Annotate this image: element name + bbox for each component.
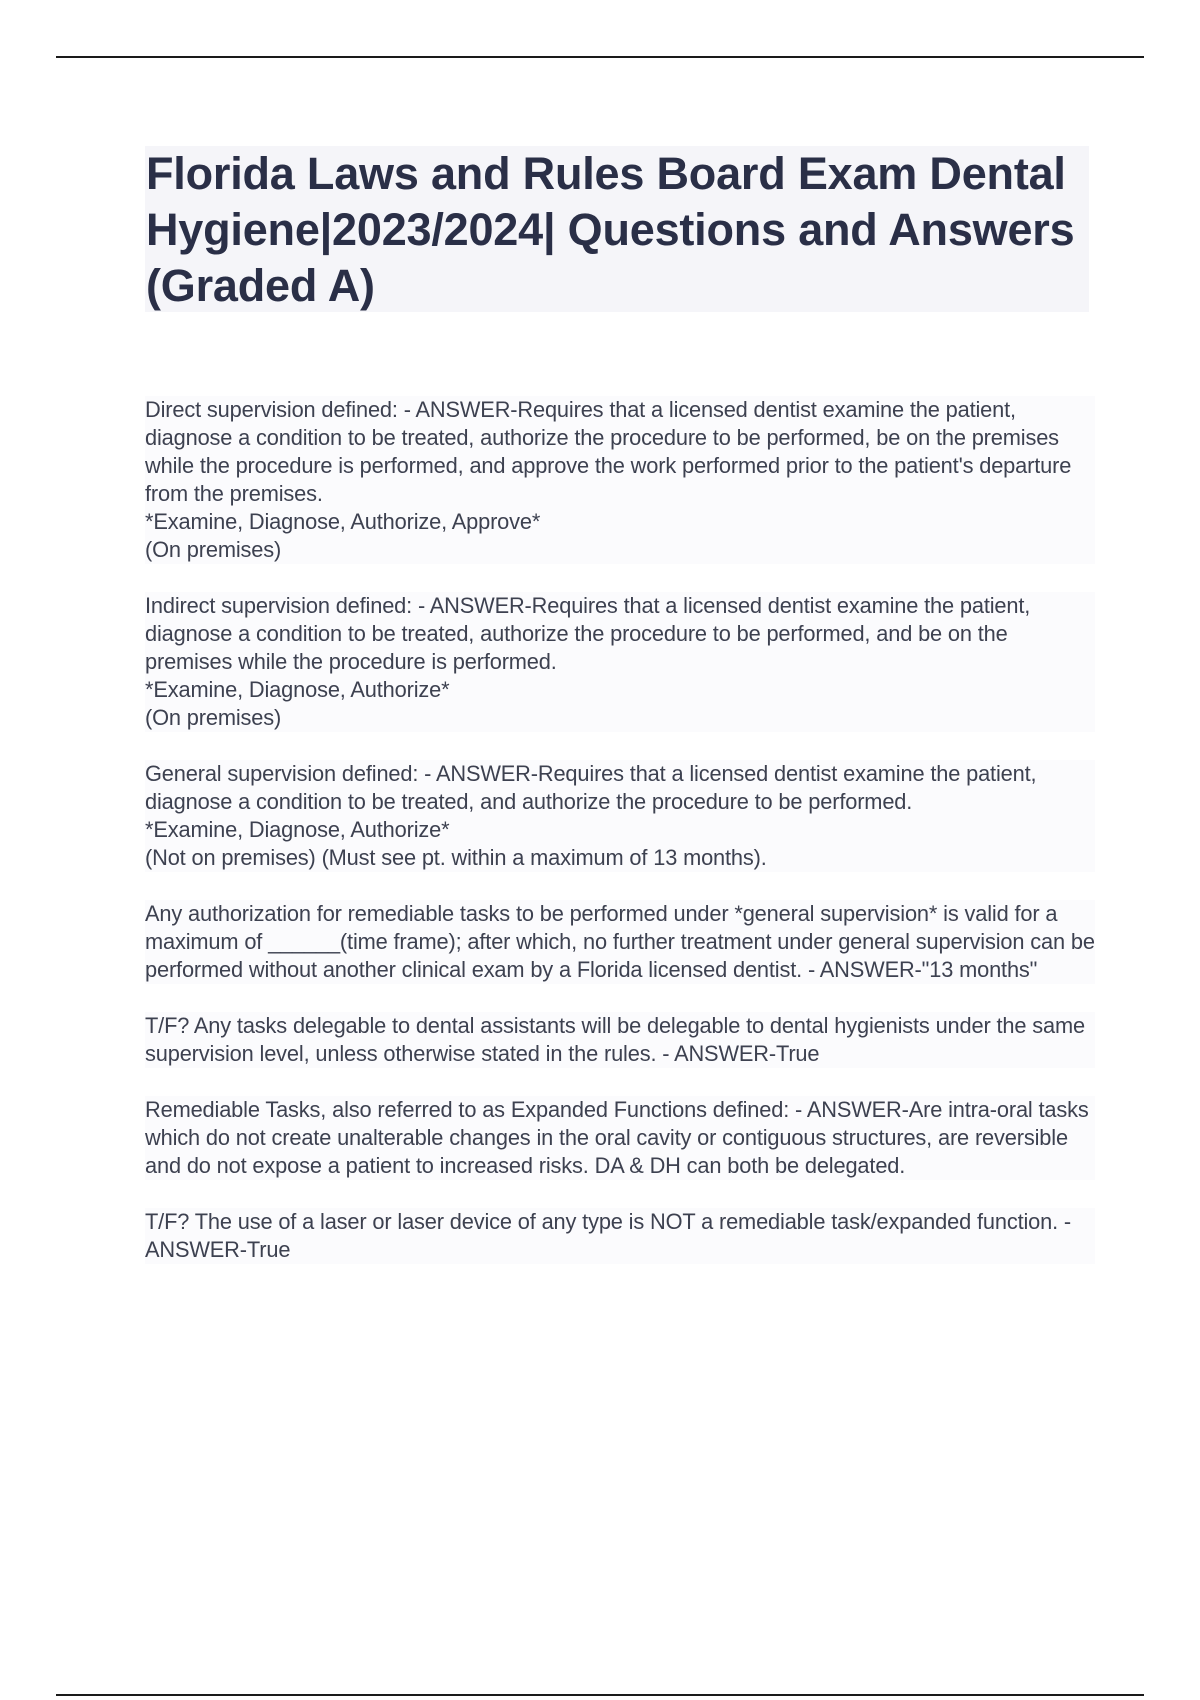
- header-rule: [56, 56, 1144, 58]
- qa-note: (Not on premises) (Must see pt. within a maximum of 13 months).: [145, 845, 767, 870]
- qa-note: (On premises): [145, 537, 282, 562]
- document-title: Florida Laws and Rules Board Exam Dental Hygiene|2023/2024| Questions and Answers (Graded A): [146, 148, 1075, 311]
- qa-list: [145, 396, 1095, 1292]
- footer-rule: [56, 1694, 1144, 1696]
- qa-mnemonic: *Examine, Diagnose, Authorize*: [145, 817, 450, 842]
- qa-item-remediable-tasks: [145, 1096, 1095, 1180]
- qa-text: General supervision defined: - ANSWER-Requires that a licensed dentist examine the patient, diagnose a condition to be treated, and authorize the procedure to be performed.: [145, 761, 1037, 814]
- qa-text: T/F? Any tasks delegable to dental assistants will be delegable to dental hygienists under the same supervision level, unless otherwise stated in the rules. - ANSWER-True: [145, 1013, 1085, 1066]
- qa-mnemonic: *Examine, Diagnose, Authorize*: [145, 677, 450, 702]
- qa-text: Any authorization for remediable tasks to be performed under *general supervision* is valid for a maximum of ______(time frame); after which, no further treatment under general supervision can be performed without another clinical exam by a Florida licensed dentist. - ANSWER-"13 months": [145, 901, 1095, 982]
- qa-item-authorization-time-frame: [145, 900, 1095, 984]
- qa-item-delegable-tasks: [145, 1012, 1095, 1068]
- title-block: [145, 146, 1089, 312]
- qa-item-direct-supervision: [145, 396, 1095, 564]
- qa-text: Remediable Tasks, also referred to as Expanded Functions defined: - ANSWER-Are intra-oral tasks which do not create unalterable changes in the oral cavity or contiguous structures, are reversible and do not expose a patient to increased risks. DA & DH can both be delegated.: [145, 1097, 1089, 1178]
- qa-item-general-supervision: [145, 760, 1095, 872]
- qa-item-laser-device: [145, 1208, 1095, 1264]
- qa-text: T/F? The use of a laser or laser device of any type is NOT a remediable task/expanded function. - ANSWER-True: [145, 1209, 1072, 1262]
- qa-note: (On premises): [145, 705, 282, 730]
- qa-text: Direct supervision defined: - ANSWER-Requires that a licensed dentist examine the patient, diagnose a condition to be treated, authorize the procedure to be performed, be on the premises while the procedure is performed, and approve the work performed prior to the patient's departure from the premises.: [145, 397, 1072, 506]
- qa-item-indirect-supervision: [145, 592, 1095, 732]
- qa-mnemonic: *Examine, Diagnose, Authorize, Approve*: [145, 509, 541, 534]
- qa-text: Indirect supervision defined: - ANSWER-Requires that a licensed dentist examine the patient, diagnose a condition to be treated, authorize the procedure to be performed, and be on the premises while the procedure is performed.: [145, 593, 1031, 674]
